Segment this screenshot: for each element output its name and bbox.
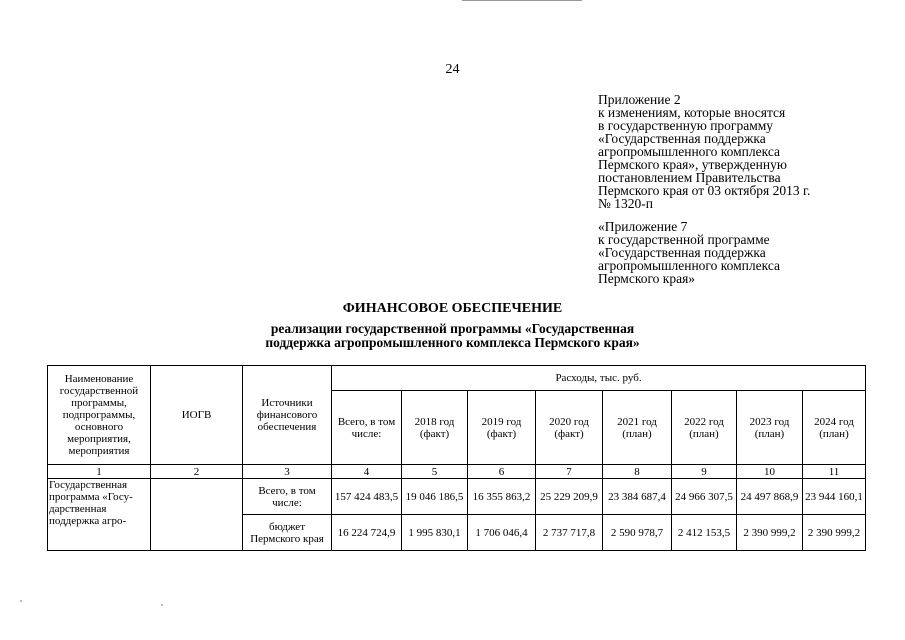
value-cell: 16 355 863,2	[468, 479, 536, 515]
column-number: 7	[536, 465, 603, 479]
header-name: Наименование государственной программы, подпрограммы, основного мероприятия, мероприятия	[48, 366, 151, 465]
column-number: 5	[402, 465, 468, 479]
annex-2-note: Приложение 2 к изменениям, которые вносятся в государственную программу «Государственная поддержка агропромышленного комплекса Пермского края», утвержденную постановлением Правительства Пермского края от 03 октября 2013 г. № 1320-п	[598, 92, 811, 211]
column-number: 9	[672, 465, 737, 479]
program-name-cell: Государственная программа «Госу-дарственная поддержка агро-	[48, 479, 151, 551]
value-cell: 157 424 483,5	[332, 479, 402, 515]
document-subtitle: реализации государственной программы «Государственная поддержка агропромышленного комплекса Пермского края»	[265, 321, 640, 350]
value-cell: 1 995 830,1	[402, 515, 468, 551]
value-cell: 16 224 724,9	[332, 515, 402, 551]
header-2021: 2021 год (план)	[603, 391, 672, 465]
value-cell: 2 590 978,7	[603, 515, 672, 551]
value-cell: 23 944 160,1	[803, 479, 866, 515]
column-number: 6	[468, 465, 536, 479]
value-cell: 25 229 209,9	[536, 479, 603, 515]
value-cell: 19 046 186,5	[402, 479, 468, 515]
value-cell: 23 384 687,4	[603, 479, 672, 515]
value-cell: 2 412 153,5	[672, 515, 737, 551]
source-cell: Всего, в том числе:	[243, 479, 332, 515]
header-2020: 2020 год (факт)	[536, 391, 603, 465]
header-2018: 2018 год (факт)	[402, 391, 468, 465]
scan-speck	[161, 604, 163, 606]
column-number: 11	[803, 465, 866, 479]
column-number: 4	[332, 465, 402, 479]
header-2023: 2023 год (план)	[737, 391, 803, 465]
value-cell: 1 706 046,4	[468, 515, 536, 551]
header-total: Всего, в том числе:	[332, 391, 402, 465]
top-rule	[462, 0, 582, 1]
header-sources: Источники финансового обеспечения	[243, 366, 332, 465]
column-number: 2	[151, 465, 243, 479]
table-row	[48, 479, 866, 515]
header-2019: 2019 год (факт)	[468, 391, 536, 465]
value-cell: 2 390 999,2	[737, 515, 803, 551]
column-number: 8	[603, 465, 672, 479]
header-expenses: Расходы, тыс. руб.	[332, 366, 866, 391]
page-number: 24	[445, 62, 460, 77]
header-2024: 2024 год (план)	[803, 391, 866, 465]
column-number-row	[48, 465, 866, 479]
header-2022: 2022 год (план)	[672, 391, 737, 465]
annex-7-note: «Приложение 7 к государственной программе «Государственная поддержка агропромышленного комплекса Пермского края»	[598, 219, 780, 286]
financing-table	[47, 365, 866, 551]
header-iogv: ИОГВ	[151, 366, 243, 465]
value-cell: 24 497 868,9	[737, 479, 803, 515]
document-title: ФИНАНСОВОЕ ОБЕСПЕЧЕНИЕ	[342, 301, 563, 316]
scan-speck	[20, 600, 22, 602]
value-cell: 2 390 999,2	[803, 515, 866, 551]
column-number: 10	[737, 465, 803, 479]
column-number: 1	[48, 465, 151, 479]
column-number: 3	[243, 465, 332, 479]
iogv-cell	[151, 479, 243, 551]
source-cell: бюджет Пермского края	[243, 515, 332, 551]
value-cell: 2 737 717,8	[536, 515, 603, 551]
value-cell: 24 966 307,5	[672, 479, 737, 515]
